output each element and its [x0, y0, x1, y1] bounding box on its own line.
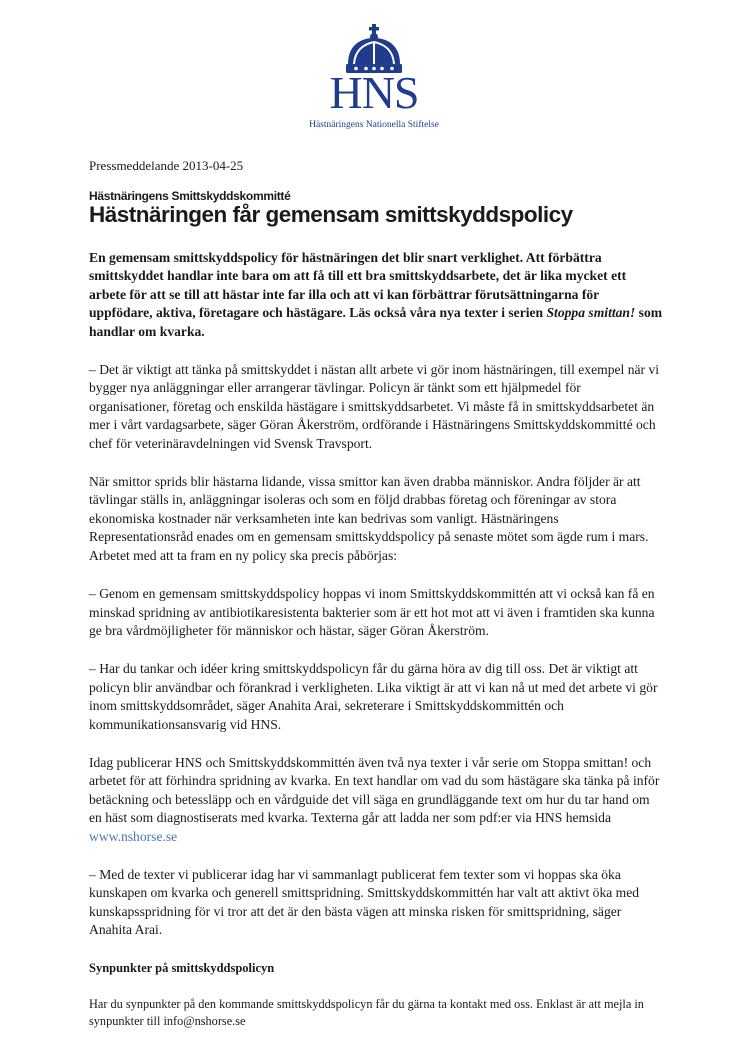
lead-series-name: Stoppa smittan! [546, 305, 636, 321]
lead-text-1: En gemensam smittskyddspolicy för hästnäringen det blir snart verklighet. Att förbättra smittskyddet handlar inte bara om att få till ett bra smittskyddsarbete, det är lika mycket ett arbete för att se till att hästar inte far illa och att vi kan förbättrar förutsättningarna för uppfödare, aktiva, företagare och hästägare. Läs också våra nya texter i serien [89, 250, 627, 321]
paragraph-4: – Har du tankar och idéer kring smittskyddspolicyn får du gärna höra av dig till oss. Det är viktigt att policyn blir användbar och förankrad i verkligheten. Lika viktigt är att vi kan nå ut med det arbete vi gör inom smittskyddsområdet, säger Anahita Arai, sekreterare i Smittskyddskommittén och kommunikationsansvarig vid HNS. [89, 661, 658, 732]
article-body [89, 249, 663, 1050]
lead-text-2: som handlar om kvarka. [89, 305, 663, 339]
paragraph-5 [89, 754, 663, 846]
press-release-date: Pressmeddelande 2013-04-25 [89, 158, 244, 173]
lead-paragraph [89, 249, 663, 341]
logo-subtitle: Hästnäringens Nationella Stiftelse [309, 120, 439, 130]
article-kicker: Hästnäringens Smittskyddskommitté [89, 189, 291, 203]
website-link[interactable]: www.nshorse.se [89, 828, 178, 844]
paragraph-1: – Det är viktigt att tänka på smittskyddet i nästan allt arbete vi gör inom hästnäringen, till exempel när vi bygger nya anläggningar eller arrangerar tävlingar. Policyn är tänkt som ett hjälpmedel för organisationer, företag och enskilda hästägare i smittskyddsarbetet. Vi måste få in smittskyddsarbetet än mer i vårt vardagsarbete, säger Göran Åkerström, ordförande i Hästnäringens Smittskyddskommitté och chef för veterinäravdelningen vid Svensk Travsport. [89, 362, 660, 451]
paragraph-5-text: Idag publicerar HNS och Smittskyddskommittén även två nya texter i vår serie om Stoppa smittan! och arbetet för att förhindra spridning av kvarka. En text handlar om vad du som hästägare ska tänka på inför betäckning och betessläpp och en vårdguide det vill säga en grundläggande text om hur du tar hand om en häst som diagnostiserats med kvarka. Texterna går att ladda ner som pdf:er via HNS hemsida [89, 754, 660, 826]
footer-text: Har du synpunkter på den kommande smittskyddspolicyn får du gärna ta kontakt med oss. Enklast är att mejla in synpunkter till info@nshorse.se [89, 996, 644, 1028]
hns-logo [309, 24, 439, 134]
paragraph-6: – Med de texter vi publicerar idag har vi sammanlagt publicerat fem texter som vi hoppas ska öka kunskapen om kvarka och generell smittspridning. Smittskyddskommittén har valt att aktivt öka med kunskapsspridning för vi tror att det är den bästa vägen att minska risken för smittspridning, säger Anahita Arai. [89, 866, 640, 938]
logo-text: HNS [329, 67, 419, 118]
paragraph-2: När smittor sprids blir hästarna lidande, vissa smittor kan även drabba människor. Andra följder är att tävlingar ställs in, anläggningar isoleras och som en följd drabbas företag och föreningar av stora ekonomiska kostnader när verksamheten inte kan bedrivas som vanligt. Hästnäringens Representationsråd enades om en gemensam smittskyddspolicy på senaste mötet som ägde rum i mars. Arbetet med att ta fram en ny policy ska precis påbörjas: [89, 474, 649, 563]
footer-heading: Synpunkter på smittskyddspolicyn [89, 960, 275, 975]
paragraph-3: – Genom en gemensam smittskyddspolicy hoppas vi inom Smittskyddskommittén att vi också kan få en minskad spridning av antibiotikaresistenta bakterier som är ett hot mot att vi även i framtiden ska kunna ge bra vårdmöjligheter för människor och hästar, säger Göran Åkerström. [89, 586, 655, 638]
article-title: Hästnäringen får gemensam smittskyddspolicy [89, 202, 573, 227]
